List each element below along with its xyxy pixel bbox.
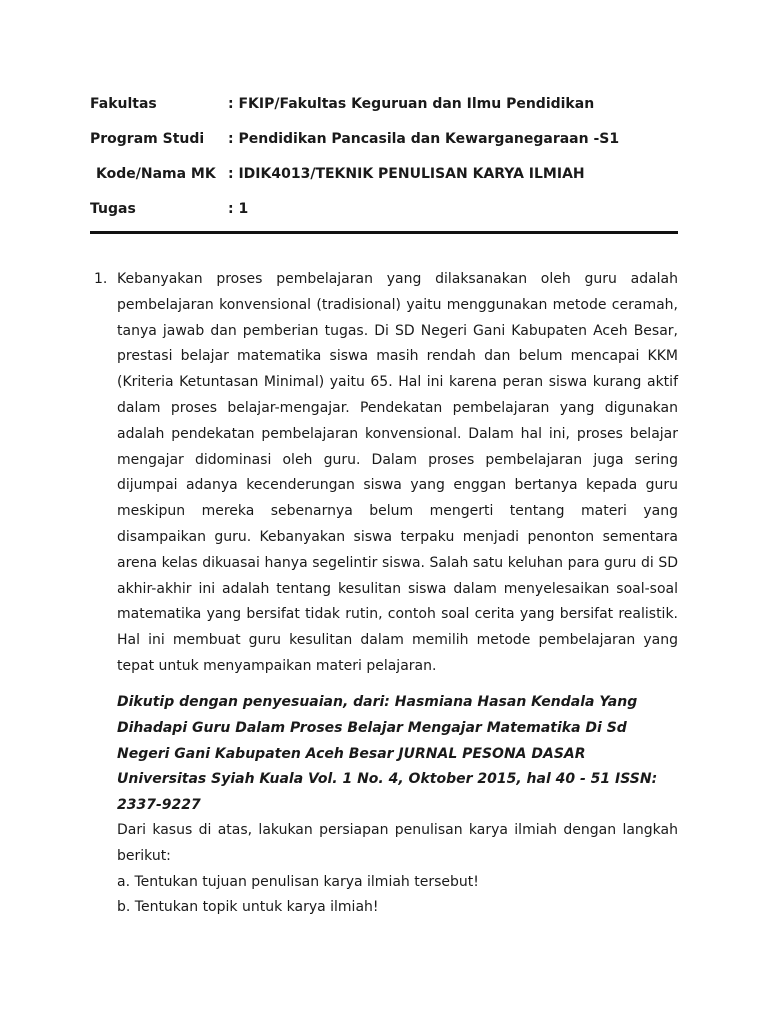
header-label: Tugas: [90, 201, 136, 217]
instructions-lead: Dari kasus di atas, lakukan persiapan penulisan karya ilmiah dengan langkah berikut:: [117, 822, 678, 864]
instruction-item-a: a. Tentukan tujuan penulisan karya ilmiah tersebut!: [117, 873, 479, 890]
instruction-item-b: b. Tentukan topik untuk karya ilmiah!: [117, 899, 379, 916]
citation: Dikutip dengan penyesuaian, dari: Hasmiana Hasan Kendala Yang Dihadapi Guru Dalam Proses Belajar Mengajar Matematika Di Sd Negeri Gani Kabupaten Aceh Besar JURNAL PESONA DASAR Universitas Syiah Kuala Vol. 1 No. 4, Oktober 2015, hal 40 - 51 ISSN: 2337-9227: [117, 694, 658, 814]
header-row-fakultas: [90, 87, 690, 122]
question-item: [94, 267, 678, 680]
question-text: Kebanyakan proses pembelajaran yang dilaksanakan oleh guru adalah pembelajaran konvensional (tradisional) yaitu menggunakan metode ceramah, tanya jawab dan pemberian tugas. Di SD Negeri Gani Kabupaten Aceh Besar, prestasi belajar matematika siswa masih rendah dan belum mencapai KKM (Kriteria Ketuntasan Minimal) yaitu 65. Hal ini karena peran siswa kurang aktif dalam proses belajar-mengajar. Pendekatan pembelajaran yang digunakan adalah pendekatan pembelajaran konvensional. Dalam hal ini, proses belajar mengajar didominasi oleh guru. Dalam proses pembelajaran juga sering dijumpai adanya kecenderungan siswa yang enggan bertanya kepada guru meskipun mereka sebenarnya belum mengerti tentang materi yang disampaikan guru. Kebanyakan siswa terpaku menjadi penonton sementara arena kelas dikuasai hanya segelintir siswa. Salah satu keluhan para guru di SD akhir-akhir ini adalah tentang kesulitan siswa dalam menyelesaikan soal-soal matematika yang bersifat tidak rutin, contoh soal cerita yang bersifat realistik. Hal ini membuat guru kesulitan dalam memilih metode pembelajaran yang tepat untuk menyampaikan materi pelajaran.: [117, 271, 678, 674]
header-value: : IDIK4013/TEKNIK PENULISAN KARYA ILMIAH: [228, 166, 585, 182]
header-divider: [90, 231, 678, 234]
question-number: 1.: [94, 271, 108, 287]
header-row-program-studi: [90, 122, 690, 157]
header-row-tugas: [90, 192, 690, 227]
header-label: Fakultas: [90, 96, 157, 112]
header-value: : Pendidikan Pancasila dan Kewarganegaraan -S1: [228, 131, 620, 147]
assignment-header: [90, 87, 690, 227]
header-label: Program Studi: [90, 131, 205, 147]
header-value: : 1: [228, 201, 249, 217]
header-value: : FKIP/Fakultas Keguruan dan Ilmu Pendidikan: [228, 96, 595, 112]
header-row-kode-mk: [90, 157, 690, 192]
header-label: Kode/Nama MK: [96, 166, 216, 182]
instructions: [117, 818, 678, 921]
